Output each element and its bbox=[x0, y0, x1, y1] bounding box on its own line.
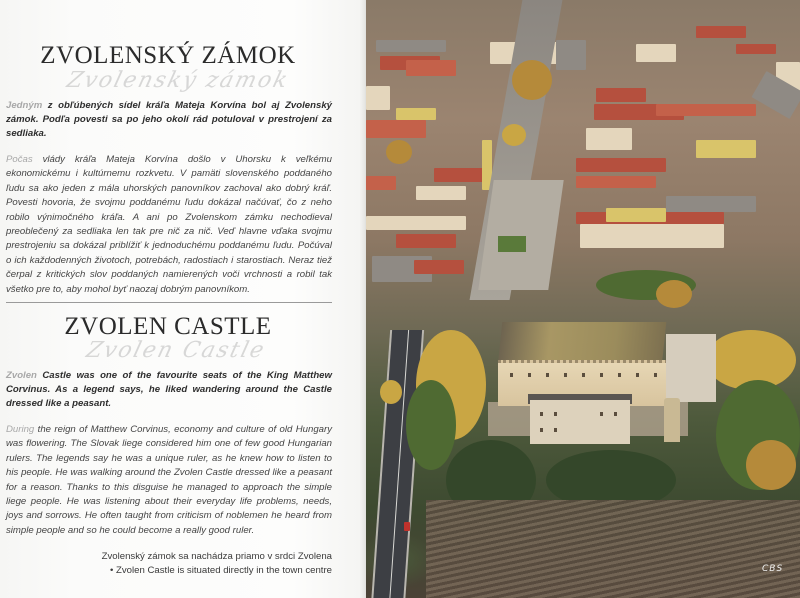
lead-text: z obľúbených sídel kráľa Mateja Korvína bol aj Zvolenský zámok. Podľa povesti sa po jeho okolí rád potuloval v prestrojení za sedliaka. bbox=[6, 100, 332, 139]
body-text: vlády kráľa Mateja Korvína došlo v Uhorsku k veľkému ekonomickému i kultúrnemu rozkvetu. V pamäti slovenského poddaného ľudu sa ako jeden z mála uhorských panovníkov zachoval ako dobrý kráľ. Povesti hovoria, že svojmu poddanému ľudu dokázal načúvať, čo z neho robilo výnimočného kráľa. A ani po Zvolenskom zámku nechodieval preoblečený za sedliaka len tak pre nič za nič. Veď hlavne vďaka svojmu prestrojeniu sa dokázal priblížiť k jednoduchému poddanému ľudu. Počúval o ich každodenných životoch, potrebách, radostiach i starostiach. Neraz tiež čerpal z kritických slov poddaných namierených voči vrchnosti a robil tak všetko pre to, aby mohol byť naozaj dobrým panovníkom. bbox=[6, 154, 332, 295]
window bbox=[554, 428, 557, 432]
castle-tower bbox=[664, 398, 680, 442]
window bbox=[582, 373, 585, 377]
window bbox=[540, 412, 543, 416]
window bbox=[600, 412, 603, 416]
building bbox=[696, 26, 746, 38]
building bbox=[396, 234, 456, 248]
script-title-english: Zvolen Castle bbox=[83, 338, 269, 363]
square-lawn bbox=[498, 236, 526, 252]
building bbox=[606, 208, 666, 222]
tree-cluster bbox=[406, 380, 456, 470]
building bbox=[656, 104, 756, 116]
town-square bbox=[478, 180, 563, 290]
building bbox=[666, 196, 756, 212]
castle-gatehouse bbox=[530, 400, 630, 444]
building bbox=[416, 186, 466, 200]
body-text: the reign of Matthew Corvinus, economy and culture of old Hungary was flowering. The Slovak liege considered him one of few good Hungarian rulers. The legends say he was a unique ruler, as he knew how to listen to his people. He was walking around the Zvolen Castle dressed like a peasant for a reason. Thanks to this disguise he managed to approach the simple liege people. He was listening about their everyday life problems, needs, joys and sorrows. He often taught from criticism of noblemen he heard from simple people and so he could become a really good ruler. bbox=[6, 424, 332, 536]
building bbox=[596, 88, 646, 102]
window bbox=[600, 373, 603, 377]
building bbox=[366, 176, 396, 190]
window bbox=[528, 373, 531, 377]
tree bbox=[502, 124, 526, 146]
building bbox=[414, 260, 464, 274]
building bbox=[434, 168, 484, 182]
tree bbox=[512, 60, 552, 100]
lead-paragraph-english bbox=[6, 369, 332, 411]
title-slovak: ZVOLENSKÝ ZÁMOK bbox=[40, 42, 296, 69]
castle-east-wing bbox=[666, 334, 716, 402]
building bbox=[576, 176, 656, 188]
building bbox=[366, 86, 390, 110]
section-divider bbox=[6, 302, 332, 303]
window bbox=[618, 373, 621, 377]
text-page bbox=[0, 0, 366, 598]
window bbox=[540, 428, 543, 432]
railway-tracks bbox=[426, 500, 800, 598]
building bbox=[586, 128, 632, 150]
window bbox=[654, 373, 657, 377]
body-first-word: During bbox=[6, 424, 35, 435]
building bbox=[396, 108, 436, 120]
lead-first-word: Zvolen bbox=[6, 370, 37, 381]
tree bbox=[386, 140, 412, 164]
road-marking bbox=[388, 330, 409, 598]
building bbox=[556, 40, 586, 70]
lead-paragraph-slovak bbox=[6, 99, 332, 141]
building bbox=[366, 216, 466, 230]
location-caption-slovak: Zvolenský zámok sa nachádza priamo v srdci Zvolena bbox=[101, 551, 332, 562]
body-first-word: Počas bbox=[6, 154, 33, 165]
location-caption-english: • Zvolen Castle is situated directly in the town centre bbox=[110, 565, 332, 576]
building bbox=[376, 40, 446, 52]
highway bbox=[370, 330, 424, 598]
window bbox=[510, 373, 513, 377]
tree bbox=[380, 380, 402, 404]
window bbox=[614, 412, 617, 416]
building bbox=[636, 44, 676, 62]
body-paragraph-slovak bbox=[6, 153, 332, 297]
lead-text: Castle was one of the favourite seats of the King Matthew Corvinus. As a legend says, he liked wandering around the Castle dressed like a peasant. bbox=[6, 370, 332, 409]
building bbox=[696, 140, 756, 158]
building bbox=[366, 120, 426, 138]
location-caption bbox=[102, 550, 332, 578]
building-facade bbox=[580, 224, 724, 248]
zvolen-castle bbox=[488, 318, 724, 448]
window bbox=[546, 373, 549, 377]
title-english: ZVOLEN CASTLE bbox=[64, 313, 272, 340]
building bbox=[736, 44, 776, 54]
building bbox=[576, 158, 666, 172]
window bbox=[564, 373, 567, 377]
photo-watermark: CBS bbox=[762, 564, 784, 574]
lead-first-word: Jedným bbox=[6, 100, 43, 111]
building bbox=[406, 60, 456, 76]
script-title-slovak: Zvolenský zámok bbox=[64, 68, 292, 93]
red-car bbox=[404, 522, 410, 531]
body-paragraph-english bbox=[6, 423, 332, 538]
aerial-photo bbox=[366, 0, 800, 598]
tree bbox=[746, 440, 796, 490]
window bbox=[636, 373, 639, 377]
tree bbox=[656, 280, 692, 308]
window bbox=[554, 412, 557, 416]
